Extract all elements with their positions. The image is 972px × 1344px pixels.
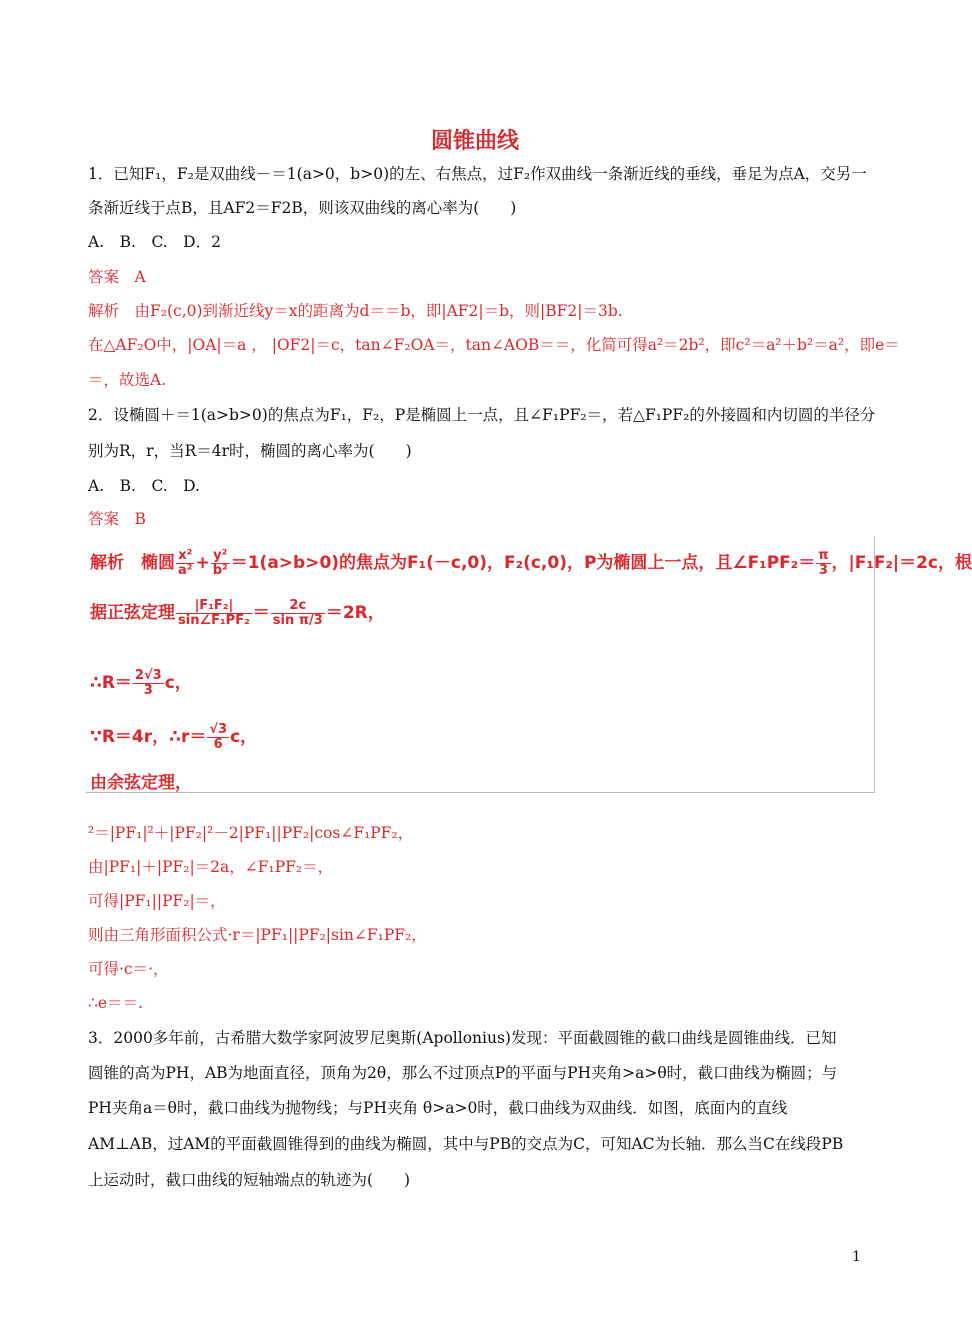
image-line-3 bbox=[90, 668, 192, 698]
q3-line2: 圆锥的高为PH，AB为地面直径，顶角为2θ，那么不过顶点P的平面与PH夹角>a>θ时，截口曲线为椭圆；与 bbox=[88, 1064, 838, 1082]
q3-line4: AM⊥AB，过AM的平面截圆锥得到的曲线为椭圆，其中与PB的交点为C，可知AC为长轴．那么当C在线段PB bbox=[88, 1135, 844, 1153]
fraction bbox=[133, 669, 164, 698]
fraction-numerator: 2√3 bbox=[134, 667, 162, 683]
q3-line5: 上运动时，截口曲线的短轴端点的轨迹为( ) bbox=[88, 1171, 411, 1189]
q2-solution-line5: 可得·c＝·， bbox=[88, 960, 169, 978]
image-text: ，|F₁F₂|＝2c，根 bbox=[831, 553, 972, 573]
fraction-denominator: sin∠F₁PF₂ bbox=[178, 612, 250, 628]
q1-solution-line3: ＝，故选A. bbox=[88, 371, 167, 389]
q1-solution-line2: 在△AF₂O中，|OA|＝a ， |OF2|＝c，tan∠F₂OA＝，tan∠AOB＝＝，化简可得a²＝2b²，即c²＝a²＋b²＝a²，即e＝ bbox=[88, 336, 900, 354]
image-text: ∴R＝ bbox=[90, 673, 132, 693]
q1-options: A. B. C. D．2 bbox=[88, 233, 221, 251]
q1-answer: 答案 A bbox=[88, 268, 146, 286]
fraction bbox=[816, 549, 830, 578]
q3-line3: PH夹角a＝θ时，截口曲线为抛物线；与PH夹角 θ>a>0时，截口曲线为双曲线．如图，底面内的直线 bbox=[88, 1099, 788, 1117]
page-title: 圆锥曲线 bbox=[430, 129, 519, 154]
q2-solution-line2: 由|PF₁|＋|PF₂|＝2a，∠F₁PF₂＝， bbox=[88, 858, 334, 876]
fraction bbox=[207, 723, 229, 752]
fraction-numerator: √3 bbox=[209, 721, 228, 737]
fraction bbox=[211, 549, 230, 578]
image-text: ＝ bbox=[252, 603, 270, 623]
image-text: 解析 椭圆 bbox=[90, 553, 175, 573]
q1-solution-line1: 解析 由F₂(c,0)到渐近线y＝x的距离为d＝＝b，即|AF2|＝b，则|BF2|＝3b. bbox=[88, 302, 623, 320]
fraction-denominator: sin π/3 bbox=[272, 612, 323, 628]
fraction-numerator: π bbox=[818, 547, 829, 563]
fraction-numerator: |F₁F₂| bbox=[176, 599, 252, 614]
q2-solution-image bbox=[86, 536, 972, 793]
q1-stem-line2: 条渐近线于点B，且AF2＝F2B，则该双曲线的离心率为( ) bbox=[88, 199, 517, 217]
q3-line1: 3．2000多年前，古希腊大数学家阿波罗尼奥斯(Apollonius)发现：平面截圆锥的截口曲线是圆锥曲线．已知 bbox=[88, 1029, 837, 1047]
q2-answer: 答案 B bbox=[88, 510, 146, 528]
fraction-numerator: y² bbox=[211, 549, 230, 564]
fraction bbox=[176, 599, 252, 628]
fraction-denominator: b² bbox=[212, 562, 228, 578]
image-line-2 bbox=[90, 598, 385, 628]
fraction-denominator: 3 bbox=[143, 682, 153, 698]
image-text: c， bbox=[164, 673, 192, 693]
image-line-5: 由余弦定理， bbox=[90, 773, 192, 793]
q2-solution-line3: 可得|PF₁||PF₂|＝， bbox=[88, 892, 226, 910]
image-text: ＝2R， bbox=[325, 603, 385, 623]
fraction bbox=[271, 599, 325, 628]
q2-solution-line1: ²＝|PF₁|²＋|PF₂|²－2|PF₁||PF₂|cos∠F₁PF₂， bbox=[88, 824, 414, 842]
q1-stem-line1: 1．已知F₁，F₂是双曲线－＝1(a>0，b>0)的左、右焦点，过F₂作双曲线一条渐近线的垂线，垂足为点A，交另一 bbox=[88, 165, 867, 183]
q2-stem-line2: 别为R，r，当R＝4r时，椭圆的离心率为( ) bbox=[88, 442, 412, 460]
page-number: 1 bbox=[852, 1249, 861, 1265]
fraction-denominator: 3 bbox=[818, 562, 828, 578]
q2-solution-line4: 则由三角形面积公式·r＝|PF₁||PF₂|sin∠F₁PF₂， bbox=[88, 926, 427, 944]
image-text: 据正弦定理 bbox=[90, 603, 175, 623]
fraction-numerator: x² bbox=[176, 549, 194, 564]
image-text: + bbox=[195, 553, 210, 573]
image-text: ＝1(a>b>0)的焦点为F₁(－c,0)，F₂(c,0)，P为椭圆上一点，且∠F₁PF₂＝ bbox=[230, 553, 816, 573]
image-text: ∵R＝4r，∴r＝ bbox=[90, 727, 207, 747]
q2-stem-line1: 2．设椭圆＋＝1(a>b>0)的焦点为F₁，F₂，P是椭圆上一点，且∠F₁PF₂＝，若△F₁PF₂的外接圆和内切圆的半径分 bbox=[88, 406, 876, 424]
image-text: c， bbox=[230, 727, 258, 747]
image-line-1 bbox=[90, 548, 972, 578]
fraction bbox=[176, 549, 194, 578]
q2-options: A. B. C. D. bbox=[88, 477, 200, 495]
fraction-denominator: 6 bbox=[213, 736, 223, 752]
fraction-denominator: a² bbox=[178, 562, 193, 578]
fraction-numerator: 2c bbox=[271, 599, 325, 614]
q2-solution-line6: ∴e＝＝. bbox=[88, 994, 143, 1012]
image-line-4 bbox=[90, 722, 257, 752]
